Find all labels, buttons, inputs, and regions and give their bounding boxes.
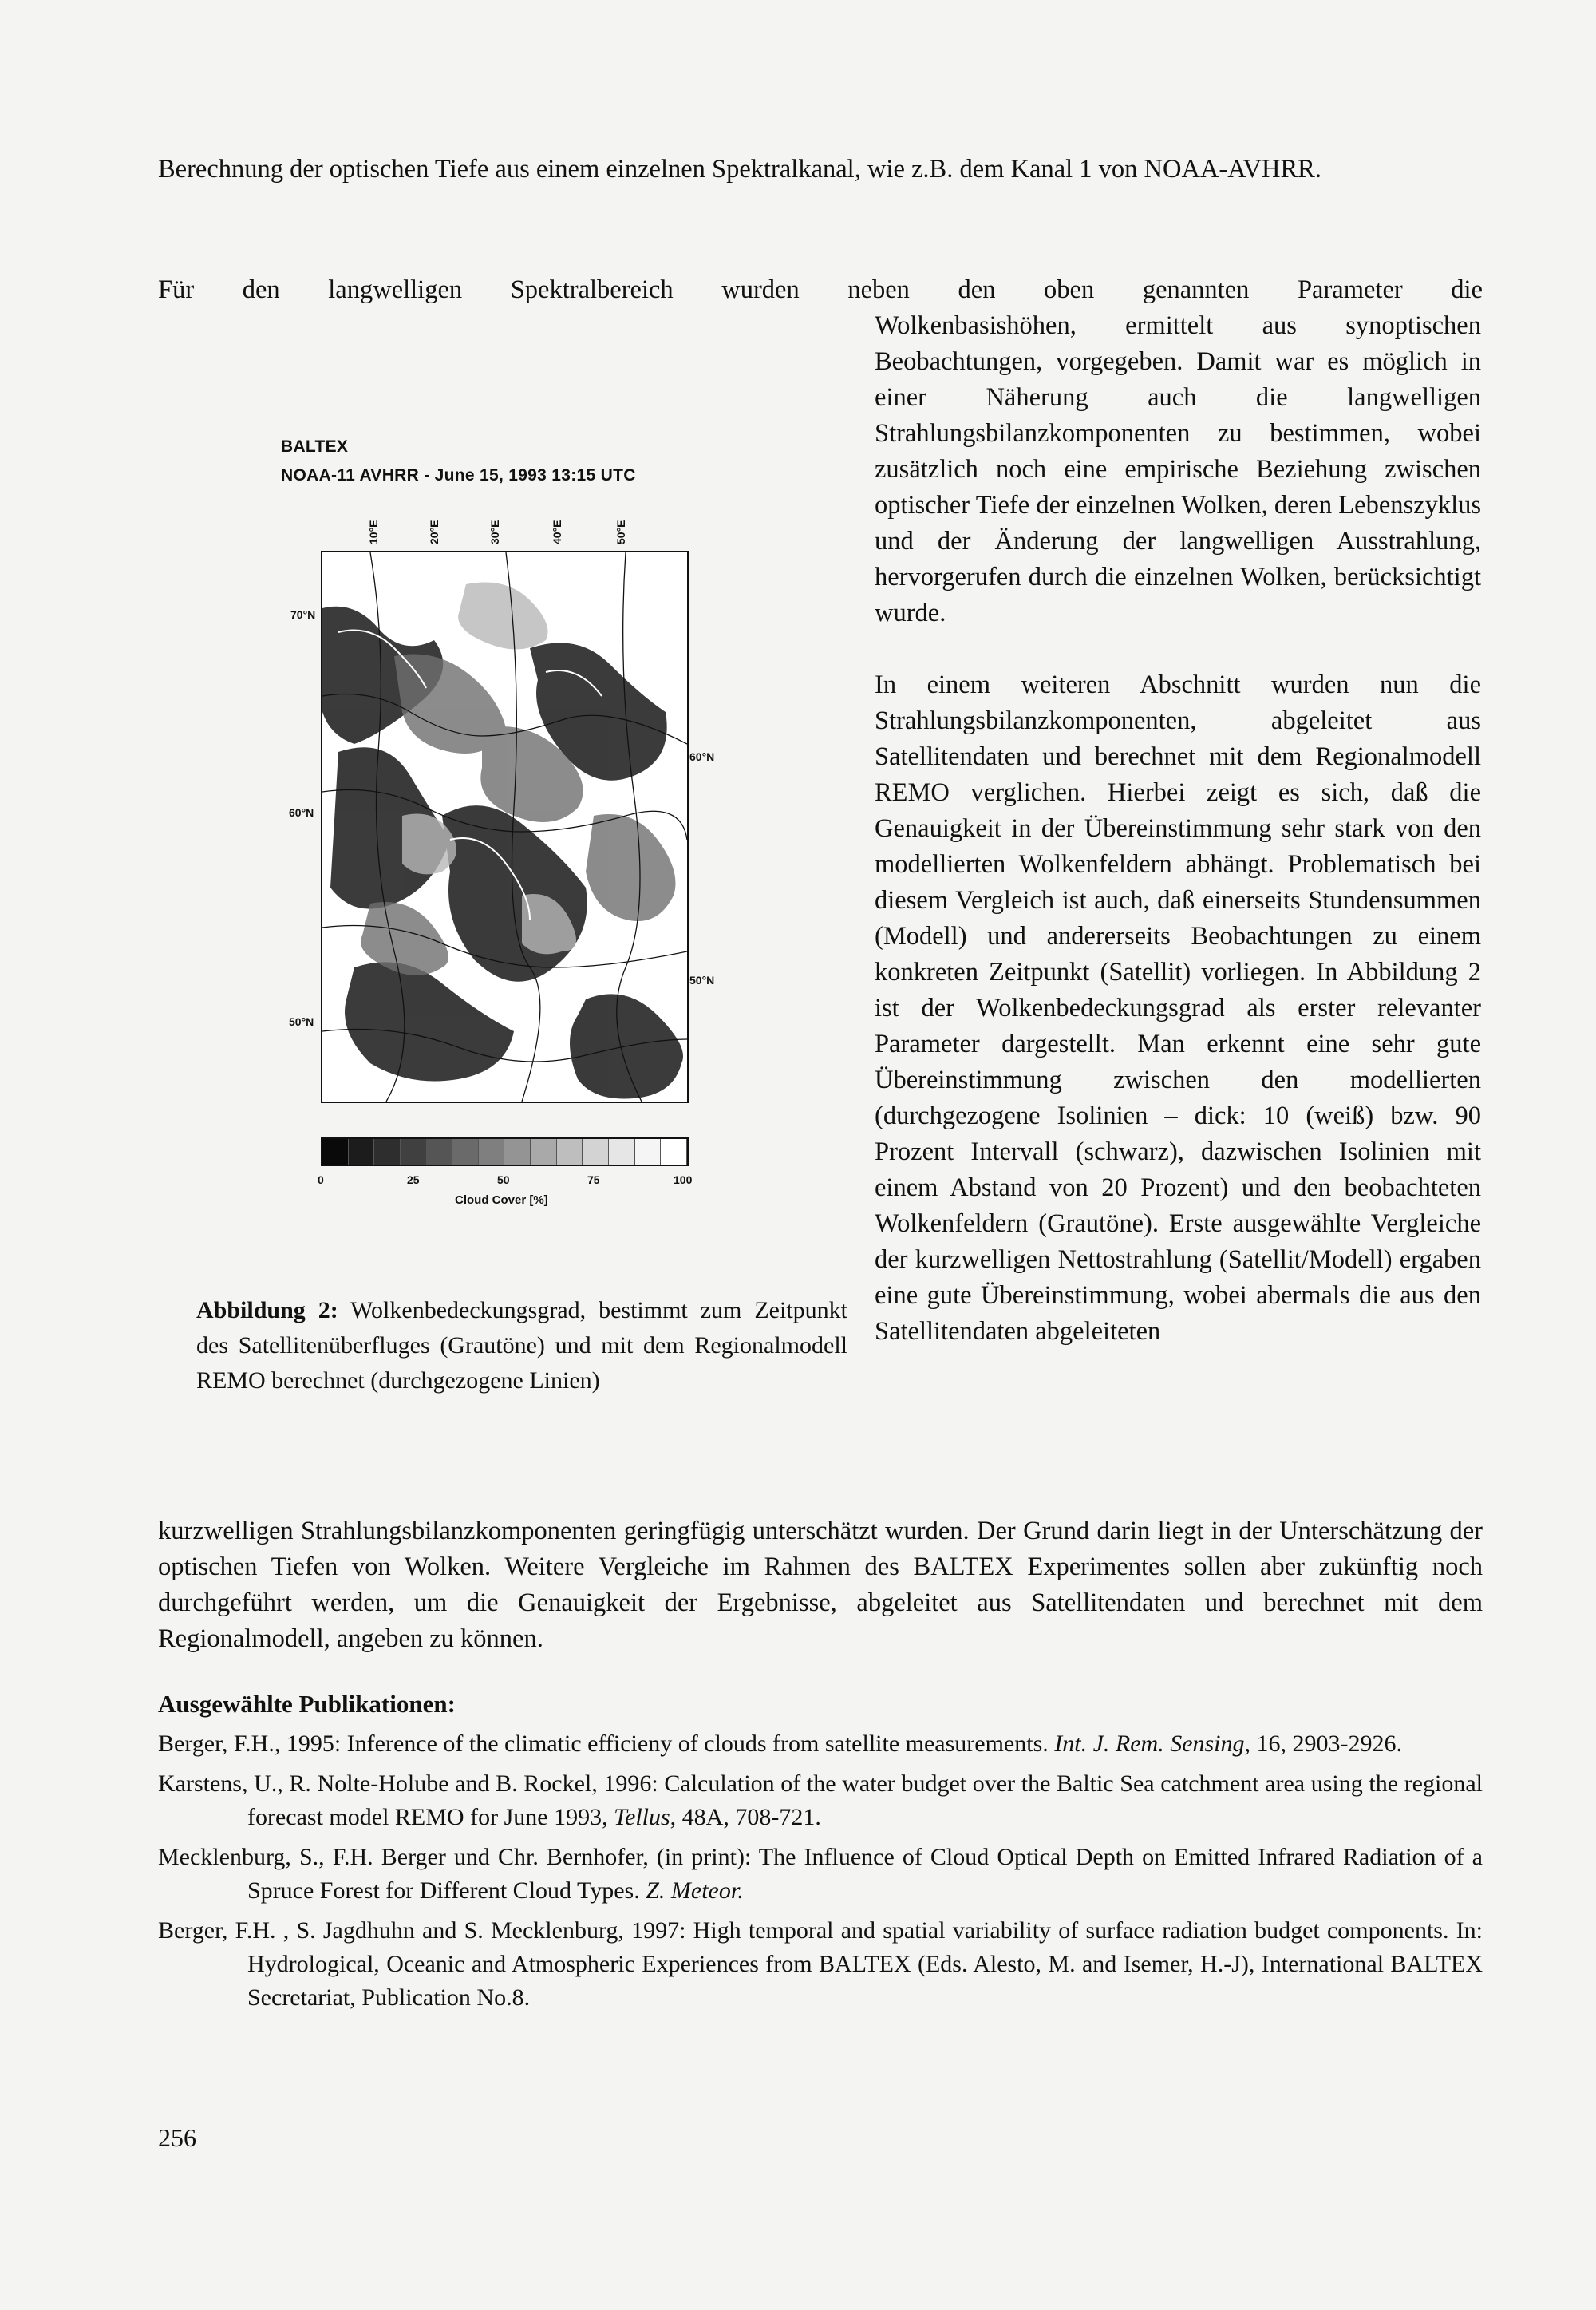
cloud-map-graphic <box>322 552 687 1102</box>
intro-paragraph: Berechnung der optischen Tiefe aus einem einzelnen Spektralkanal, wie z.B. dem Kanal 1 von NOAA-AVHRR. <box>158 155 1321 184</box>
colorbar-label: Cloud Cover [%] <box>455 1193 548 1207</box>
lon-label-top: 40°E <box>551 520 563 544</box>
publications-heading: Ausgewählte Publikationen: <box>158 1690 456 1718</box>
lon-label-top: 10°E <box>367 520 380 544</box>
colorbar-segment <box>374 1139 401 1165</box>
figure-caption <box>196 1293 847 1398</box>
colorbar-segment <box>401 1139 427 1165</box>
continuation-paragraph: kurzwelligen Strahlungsbilanzkomponenten geringfügig unterschätzt wurden. Der Grund darin liegt in der Unterschätzung der optischen Tiefen von Wolken. Weitere Vergleiche im Rahmen des BALTEX Experimentes sollen aber zukünftig noch durchgeführt werden, um die Genauigkeit der Ergebnisse, abgeleitet aus Satellitendaten und berechnet mit dem Regionalmodell, angeben zu können. <box>158 1517 1483 1653</box>
page-number: 256 <box>158 2123 196 2152</box>
right-column-paragraph-2: In einem weiteren Abschnitt wurden nun die Strahlungsbilanzkomponenten, abgeleitet aus Satellitendaten und berechnet mit dem Regionalmodell REMO verglichen. Hierbei zeigt es sich, daß die Genauigkeit in der Übereinstimmung sehr stark von den modellierten Wolkenfeldern abhängt. Problematisch bei diesem Vergleich ist auch, daß einerseits Stundensummen (Modell) und andererseits Beobachtungen zu einem konkreten Zeitpunkt (Satellit) vorliegen. In Abbildung 2 ist der Wolkenbedeckungsgrad als erster relevanter Parameter dargestellt. Man erkennt eine sehr gute Übereinstimmung zwischen den modellierten (durchgezogene Isolinien – dick: 10 (weiß) bzw. 90 Prozent Intervall (schwarz), dazwischen Isolinien mit einem Abstand von 20 Prozent) und den beobachteten Wolkenfeldern (Grautöne). Erste ausgewählte Vergleiche der kurzwelligen Nettostrahlung (Satellit/Modell) ergaben eine gute Übereinstimmung, wobei abermals die aus den Satellitendaten abgeleiteten <box>875 670 1481 1346</box>
colorbar <box>321 1137 689 1166</box>
lon-label-top: 50°E <box>614 520 627 544</box>
lat-label: 50°N <box>689 974 715 987</box>
colorbar-segment <box>557 1139 583 1165</box>
publication-entry: Berger, F.H. , S. Jagdhuhn and S. Mecklenburg, 1997: High temporal and spatial variability of surface radiation budget components. In: Hydrological, Oceanic and Atmospheric Experiences from BALTEX (Eds. Alesto, M. and Isemer, H.-J), International BALTEX Secretariat, Publication No.8. <box>158 1917 1483 2011</box>
colorbar-segment <box>609 1139 635 1165</box>
colorbar-segment <box>427 1139 453 1165</box>
lon-label-top: 30°E <box>488 520 501 544</box>
caption-text: Wolkenbedeckungsgrad, bestimmt zum Zeitpunkt des Satellitenüberfluges (Grautöne) und mit dem Regionalmodell REMO berechnet (durchgezogene Linien) <box>196 1297 847 1394</box>
colorbar-tick: 100 <box>674 1173 693 1186</box>
colorbar-tick: 75 <box>587 1173 600 1186</box>
lat-label: 60°N <box>289 806 314 819</box>
colorbar-segment <box>349 1139 375 1165</box>
figure-title-baltex: BALTEX <box>281 437 349 456</box>
figure-title-sensor: NOAA-11 AVHRR - June 15, 1993 13:15 UTC <box>281 466 636 485</box>
colorbar-segment <box>661 1139 687 1165</box>
figure-cloud-cover-map <box>271 431 718 1229</box>
lat-label: 70°N <box>290 608 316 621</box>
colorbar-segment <box>322 1139 349 1165</box>
publication-entry: Karstens, U., R. Nolte-Holube and B. Rockel, 1996: Calculation of the water budget over the Baltic Sea catchment area using the regional forecast model REMO for June 1993, Tellus, 48A, 708-721. <box>158 1770 1483 1830</box>
lon-label-top: 20°E <box>428 520 440 544</box>
right-column-text <box>875 308 1481 1350</box>
publication-entry: Mecklenburg, S., F.H. Berger und Chr. Bernhofer, (in print): The Influence of Cloud Optical Depth on Emitted Infrared Radiation of a Spruce Forest for Different Cloud Types. Z. Meteor. <box>158 1844 1483 1904</box>
satellite-map <box>321 551 689 1103</box>
publications-section <box>158 1687 1483 2021</box>
colorbar-segment <box>504 1139 531 1165</box>
colorbar-segment <box>452 1139 479 1165</box>
colorbar-tick: 0 <box>318 1173 324 1186</box>
longwave-paragraph-first-line: Für den langwelligen Spektralbereich wurden neben den oben genannten Parameter die <box>158 275 1483 304</box>
caption-label: Abbildung 2: <box>196 1297 338 1323</box>
colorbar-segment <box>583 1139 609 1165</box>
colorbar-segment <box>531 1139 557 1165</box>
colorbar-segment <box>479 1139 505 1165</box>
colorbar-tick: 50 <box>497 1173 510 1186</box>
colorbar-tick: 25 <box>407 1173 420 1186</box>
right-column-paragraph-1: Wolkenbasishöhen, ermittelt aus synoptischen Beobachtungen, vorgegeben. Damit war es möglich in einer Näherung auch die langwelligen Strahlungsbilanzkomponenten zu bestimmen, wobei zusätzlich noch eine empirische Beziehung zwischen optischer Tiefe der einzelnen Wolken, deren Lebenszyklus und der Änderung der langwelligen Ausstrahlung, hervorgerufen durch die einzelnen Wolken, berücksichtigt wurde. <box>875 311 1481 627</box>
lat-label: 50°N <box>289 1015 314 1028</box>
publication-entry: Berger, F.H., 1995: Inference of the climatic efficieny of clouds from satellite measurements. Int. J. Rem. Sensing, 16, 2903-2926. <box>158 1731 1403 1757</box>
lat-label: 60°N <box>689 750 715 763</box>
colorbar-segment <box>635 1139 662 1165</box>
